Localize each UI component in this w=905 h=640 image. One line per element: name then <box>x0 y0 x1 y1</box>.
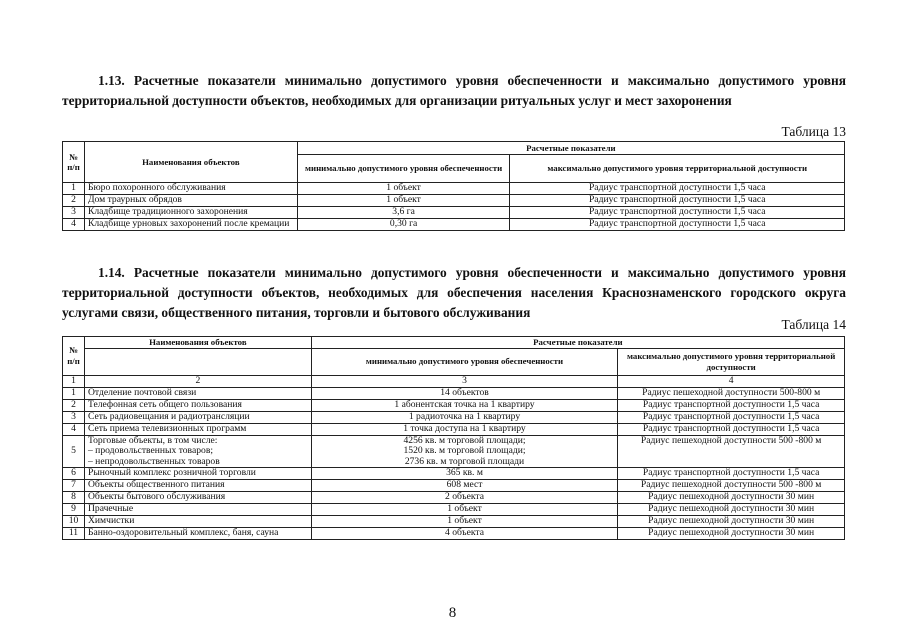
max-accessibility-cell <box>618 411 845 423</box>
max-accessibility-cell <box>618 423 845 435</box>
min-provision-cell <box>297 207 510 219</box>
max-accessibility: Радиус пешеходной доступности 30 мин <box>648 527 815 539</box>
object-name-cell <box>84 504 311 516</box>
min-provision: 1 объект <box>447 503 482 515</box>
object-name-cell <box>84 435 311 468</box>
max-accessibility-cell <box>510 219 845 231</box>
table-13-caption: Таблица 13 <box>781 124 846 139</box>
object-name: Химчистки <box>87 515 135 527</box>
max-accessibility-cell <box>618 516 845 528</box>
header-num: № п/п <box>63 142 85 183</box>
max-accessibility: Радиус пешеходной доступности 500 -800 м <box>640 479 822 491</box>
row-number: 5 <box>71 445 76 456</box>
object-name: Объекты общественного питания <box>87 479 225 491</box>
max-accessibility-cell <box>618 435 845 468</box>
row-number-cell <box>63 183 85 195</box>
header-name: Наименования объектов <box>84 142 297 183</box>
table-row <box>63 195 845 207</box>
max-accessibility: Радиус транспортной доступности 1,5 часа <box>642 398 820 410</box>
table-row <box>63 528 845 540</box>
object-name-cell <box>84 528 311 540</box>
max-accessibility: Радиус пешеходной доступности 500-800 м <box>642 386 821 398</box>
row-number: 3 <box>71 410 76 422</box>
min-provision: 1 объект <box>386 194 421 206</box>
header-max: максимально допустимого уровня территориальной доступности <box>618 348 845 375</box>
table-row <box>63 183 845 195</box>
table-14-caption: Таблица 14 <box>781 317 846 332</box>
table-row <box>63 387 845 399</box>
row-number: 3 <box>71 206 76 218</box>
col-number-1: 1 <box>63 375 85 387</box>
max-accessibility-cell <box>618 492 845 504</box>
object-name-cell <box>84 468 311 480</box>
max-accessibility-cell <box>618 387 845 399</box>
max-accessibility: Радиус транспортной доступности 1,5 часа <box>642 410 820 422</box>
max-accessibility-cell <box>618 399 845 411</box>
row-number-cell <box>63 516 85 528</box>
row-number-cell <box>63 387 85 399</box>
min-provision-cell <box>311 480 618 492</box>
row-number-cell <box>63 435 85 468</box>
min-provision-cell <box>311 516 618 528</box>
row-number: 1 <box>71 386 76 398</box>
max-accessibility-cell <box>618 480 845 492</box>
max-accessibility-cell <box>510 207 845 219</box>
row-number: 2 <box>71 398 76 410</box>
col-number-3: 3 <box>311 375 618 387</box>
row-number-cell <box>63 492 85 504</box>
table-row <box>63 468 845 480</box>
col-number-2: 2 <box>84 375 311 387</box>
min-provision-cell <box>297 219 510 231</box>
max-accessibility-cell <box>510 195 845 207</box>
max-accessibility: Радиус транспортной доступности 1,5 часа <box>588 194 766 206</box>
header-group: Расчетные показатели <box>311 337 844 349</box>
object-name-cell <box>84 411 311 423</box>
table-row <box>63 411 845 423</box>
row-number-cell <box>63 423 85 435</box>
min-provision: 3,6 га <box>392 206 415 218</box>
object-name-cell <box>84 516 311 528</box>
col-number-4: 4 <box>618 375 845 387</box>
min-provision-cell <box>311 387 618 399</box>
row-number-cell <box>63 195 85 207</box>
table-13 <box>62 141 845 231</box>
min-provision-cell <box>311 435 618 468</box>
table-row <box>63 423 845 435</box>
object-name-line-2: – продовольственных товаров; <box>87 445 214 456</box>
row-number-cell <box>63 504 85 516</box>
row-number-cell <box>63 219 85 231</box>
object-name: Телефонная сеть общего пользования <box>87 398 242 410</box>
row-number: 10 <box>68 515 79 527</box>
object-name: Прачечные <box>87 503 134 515</box>
header-group: Расчетные показатели <box>297 142 844 155</box>
object-name-cell <box>84 492 311 504</box>
object-name: Кладбище урновых захоронений после кремации <box>87 218 290 230</box>
min-provision: 1 объект <box>447 515 482 527</box>
min-provision-line-2: 1520 кв. м торговой площади; <box>403 445 526 456</box>
min-provision-cell <box>297 195 510 207</box>
section-13-heading: 1.13. Расчетные показатели минимально допустимого уровня обеспеченности и максимально допустимого уровня территориальной доступности объектов, необходимых для организации ритуальных услуг и мест захоронения <box>62 73 846 108</box>
row-number: 7 <box>71 479 76 491</box>
row-number-cell <box>63 207 85 219</box>
min-provision: 2 объекта <box>445 491 484 503</box>
row-number: 9 <box>71 503 76 515</box>
min-provision-cell <box>311 399 618 411</box>
max-accessibility-cell <box>510 183 845 195</box>
min-provision-cell <box>297 183 510 195</box>
min-provision: 4256 кв. м торговой площади; <box>403 434 526 446</box>
object-name-cell <box>84 195 297 207</box>
row-number: 8 <box>71 491 76 503</box>
min-provision-line-3: 2736 кв. м торговой площади <box>404 455 525 467</box>
row-number: 4 <box>71 218 76 230</box>
header-min: минимально допустимого уровня обеспеченности <box>297 155 510 183</box>
header-min: минимально допустимого уровня обеспеченности <box>311 348 618 375</box>
min-provision-cell <box>311 492 618 504</box>
header-name-blank <box>84 348 311 375</box>
max-accessibility-cell <box>618 468 845 480</box>
page-number: 8 <box>448 605 457 621</box>
object-name-cell <box>84 207 297 219</box>
min-provision-cell <box>311 528 618 540</box>
object-name: Кладбище традиционного захоронения <box>87 206 248 218</box>
object-name-cell <box>84 219 297 231</box>
row-number: 6 <box>71 467 76 479</box>
section-14-heading: 1.14. Расчетные показатели минимально допустимого уровня обеспеченности и максимально допустимого уровня территориальной доступности объектов, необходимых для обеспечения населения Краснознаменского городского округа услугами связи, общественного питания, торговли и бытового обслуживания <box>62 265 846 320</box>
table-row <box>63 504 845 516</box>
min-provision: 4 объекта <box>445 527 484 539</box>
object-name: Отделение почтовой связи <box>87 386 197 398</box>
header-num: № п/п <box>63 337 85 376</box>
row-number: 11 <box>68 527 79 539</box>
min-provision: 1 объект <box>386 182 421 194</box>
min-provision-cell <box>311 423 618 435</box>
row-number-cell <box>63 480 85 492</box>
object-name-line-3: – непродовольственных товаров <box>87 455 220 467</box>
max-accessibility-cell <box>618 504 845 516</box>
max-accessibility-cell <box>618 528 845 540</box>
min-provision-cell <box>311 411 618 423</box>
min-provision: 14 объектов <box>440 386 489 398</box>
header-name: Наименования объектов <box>84 337 311 349</box>
object-name-cell <box>84 480 311 492</box>
table-row <box>63 435 845 468</box>
max-accessibility: Радиус транспортной доступности 1,5 часа <box>588 206 766 218</box>
object-name: Дом траурных обрядов <box>87 194 182 206</box>
min-provision: 608 мест <box>446 479 483 491</box>
table-row <box>63 207 845 219</box>
max-accessibility: Радиус транспортной доступности 1,5 часа <box>588 218 766 230</box>
min-provision-cell <box>311 504 618 516</box>
table-row <box>63 219 845 231</box>
table-14 <box>62 336 845 540</box>
object-name: Банно-оздоровительный комплекс, баня, сауна <box>87 527 279 539</box>
object-name-cell <box>84 183 297 195</box>
row-number: 2 <box>71 194 76 206</box>
row-number-cell <box>63 468 85 480</box>
max-accessibility: Радиус транспортной доступности 1,5 часа <box>588 182 766 194</box>
table-row <box>63 399 845 411</box>
row-number-cell <box>63 528 85 540</box>
max-accessibility: Радиус пешеходной доступности 30 мин <box>648 491 815 503</box>
max-accessibility: Радиус транспортной доступности 1,5 часа <box>642 422 820 434</box>
object-name: Торговые объекты, в том числе: <box>87 434 218 446</box>
max-accessibility: Радиус пешеходной доступности 30 мин <box>648 515 815 527</box>
header-max: максимально допустимого уровня территориальной доступности <box>510 155 845 183</box>
object-name-cell <box>84 399 311 411</box>
min-provision: 1 точка доступа на 1 квартиру <box>403 422 526 434</box>
object-name: Сеть приема телевизионных программ <box>87 422 247 434</box>
table-row <box>63 492 845 504</box>
max-accessibility: Радиус пешеходной доступности 30 мин <box>648 503 815 515</box>
row-number: 1 <box>71 182 76 194</box>
row-number: 4 <box>71 422 76 434</box>
object-name-cell <box>84 387 311 399</box>
max-accessibility: Радиус транспортной доступности 1,5 часа <box>642 467 820 479</box>
object-name: Сеть радиовещания и радиотрансляции <box>87 410 250 422</box>
max-accessibility: Радиус пешеходной доступности 500 -800 м <box>640 434 822 446</box>
table-row <box>63 480 845 492</box>
row-number-cell <box>63 411 85 423</box>
min-provision: 365 кв. м <box>446 467 483 479</box>
min-provision: 1 радиоточка на 1 квартиру <box>408 410 521 422</box>
min-provision: 0,30 га <box>389 218 418 230</box>
row-number-cell <box>63 399 85 411</box>
table-row <box>63 516 845 528</box>
min-provision: 1 абонентская точка на 1 квартиру <box>394 398 535 410</box>
object-name: Объекты бытового обслуживания <box>87 491 226 503</box>
object-name-cell <box>84 423 311 435</box>
object-name: Рыночный комплекс розничной торговли <box>87 467 256 479</box>
min-provision-cell <box>311 468 618 480</box>
object-name: Бюро похоронного обслуживания <box>87 182 226 194</box>
